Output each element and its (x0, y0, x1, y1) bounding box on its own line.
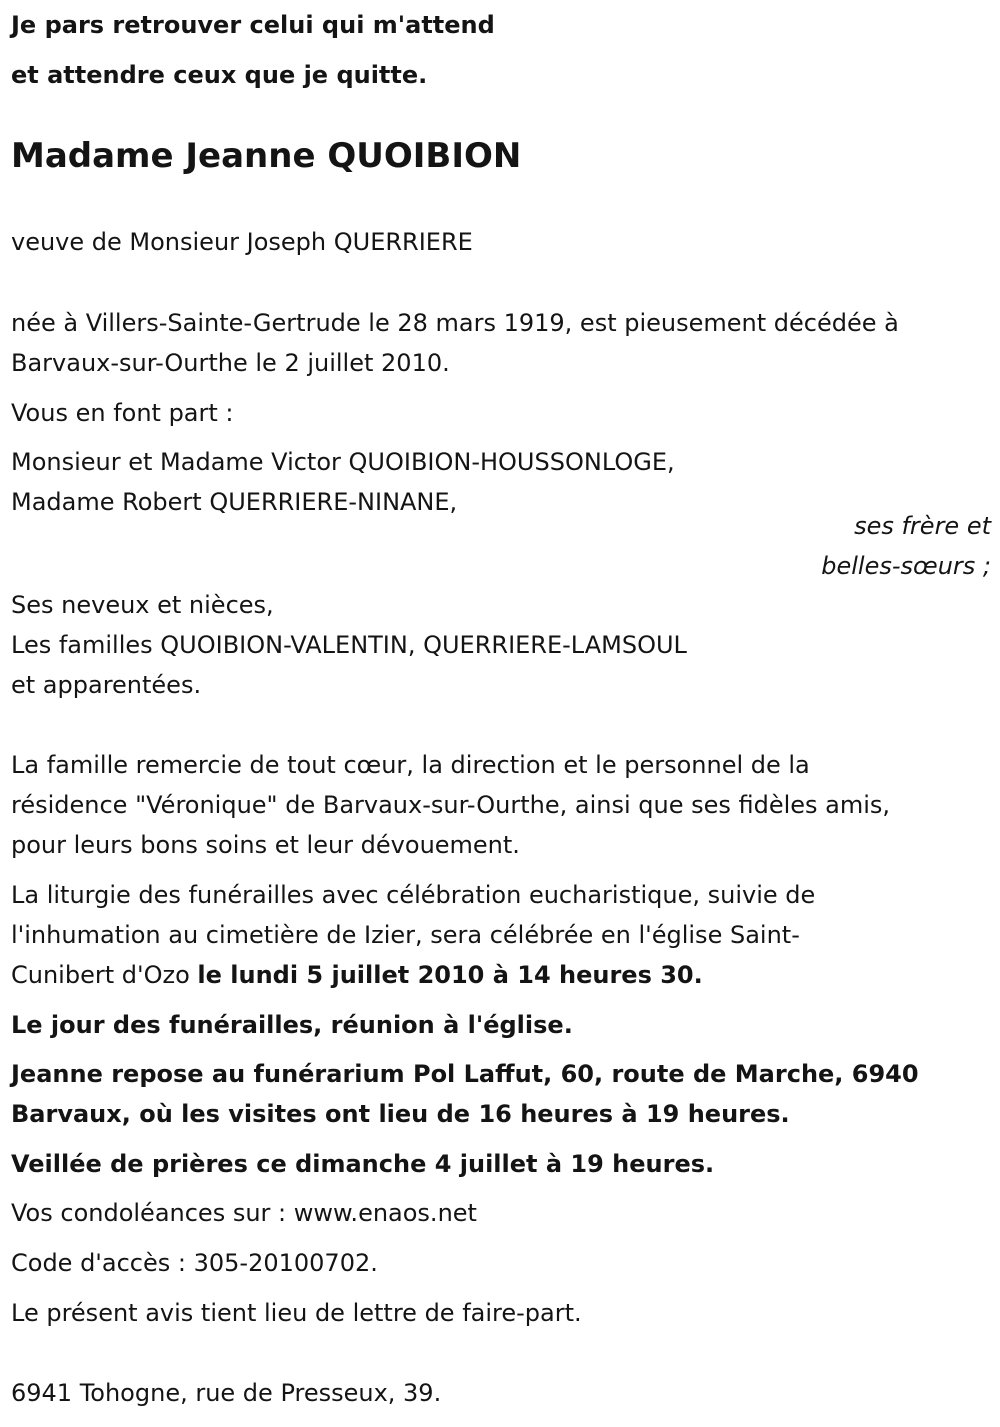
liturgy-line-2: l'inhumation au cimetière de Izier, sera célébrée en l'église Saint- (11, 921, 800, 949)
gathering-info: Le jour des funérailles, réunion à l'église. (11, 1011, 573, 1039)
widow-of: veuve de Monsieur Joseph QUERRIERE (11, 228, 473, 256)
thanks-line-2: résidence "Véronique" de Barvaux-sur-Ourthe, ainsi que ses fidèles amis, (11, 791, 891, 819)
family-relation-1: ses frère et (854, 512, 991, 540)
notice-text: Le présent avis tient lieu de lettre de faire-part. (11, 1299, 582, 1327)
funeral-home-line-1: Jeanne repose au funérarium Pol Laffut, 60, route de Marche, 6940 (11, 1060, 919, 1088)
family-line-5: et apparentées. (11, 671, 202, 699)
deceased-name: Madame Jeanne QUOIBION (11, 136, 522, 176)
birth-death-line-1: née à Villers-Sainte-Gertrude le 28 mars 1919, est pieusement décédée à (11, 309, 899, 337)
family-line-4: Les familles QUOIBION-VALENTIN, QUERRIERE-LAMSOUL (11, 631, 687, 659)
thanks-line-1: La famille remercie de tout cœur, la direction et le personnel de la (11, 751, 810, 779)
vigil-info: Veillée de prières ce dimanche 4 juillet à 19 heures. (11, 1150, 715, 1178)
family-line-3: Ses neveux et nièces, (11, 591, 274, 619)
family-line-2: Madame Robert QUERRIERE-NINANE, (11, 488, 458, 516)
liturgy-line-3 (11, 955, 703, 995)
family-address: 6941 Tohogne, rue de Presseux, 39. (11, 1379, 442, 1407)
announcement: Vous en font part : (11, 399, 234, 427)
liturgy-line-1: La liturgie des funérailles avec célébration eucharistique, suivie de (11, 881, 816, 909)
birth-death-line-2: Barvaux-sur-Ourthe le 2 juillet 2010. (11, 349, 450, 377)
access-code: Code d'accès : 305-20100702. (11, 1249, 378, 1277)
liturgy-datetime: le lundi 5 juillet 2010 à 14 heures 30. (197, 961, 703, 989)
epigraph-line-2: et attendre ceux que je quitte. (11, 61, 428, 89)
liturgy-church: Cunibert d'Ozo (11, 961, 198, 989)
funeral-home-line-2: Barvaux, où les visites ont lieu de 16 heures à 19 heures. (11, 1100, 790, 1128)
condolences-link: Vos condoléances sur : www.enaos.net (11, 1199, 477, 1227)
family-line-1: Monsieur et Madame Victor QUOIBION-HOUSSONLOGE, (11, 448, 675, 476)
family-relation-2: belles-sœurs ; (821, 552, 991, 580)
thanks-line-3: pour leurs bons soins et leur dévouement. (11, 831, 520, 859)
epigraph-line-1: Je pars retrouver celui qui m'attend (11, 11, 495, 39)
